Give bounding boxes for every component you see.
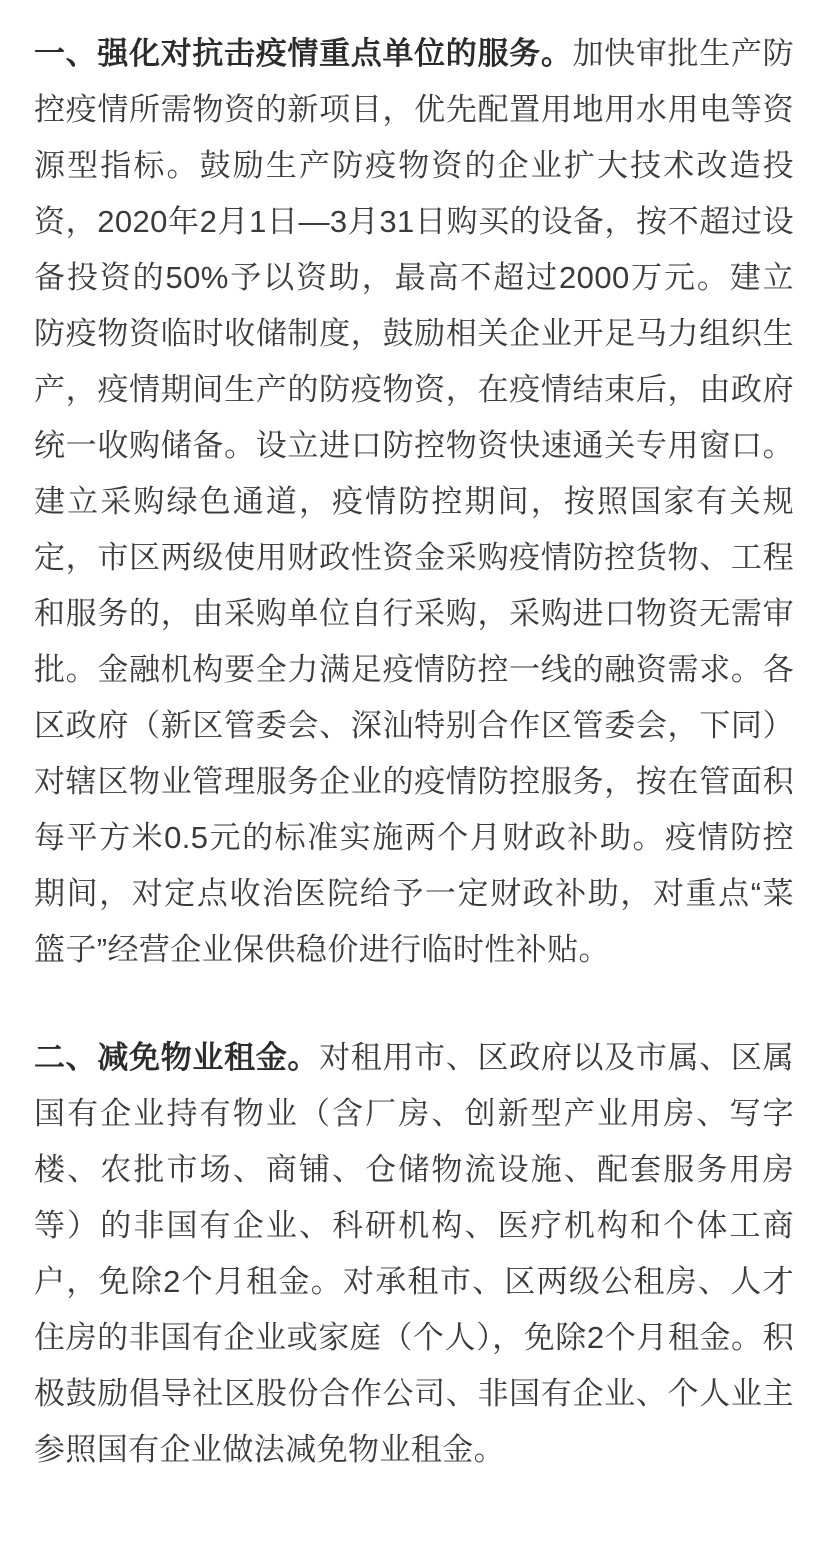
section-1-heading: 一、强化对抗击疫情重点单位的服务。 — [34, 36, 573, 71]
section-2-heading: 二、减免物业租金。 — [34, 1040, 320, 1075]
section-1-body: 加快审批生产防控疫情所需物资的新项目，优先配置用地用水用电等资源型指标。鼓励生产防疫物资的企业扩大技术改造投资，2020年2月1日—3月31日购买的设备，按不超过设备投资的50%予以资助，最高不超过2000万元。建立防疫物资临时收储制度，鼓励相关企业开足马力组织生产，疫情期间生产的防疫物资，在疫情结束后，由政府统一收购储备。设立进口防控物资快速通关专用窗口。建立采购绿色通道，疫情防控期间，按照国家有关规定，市区两级使用财政性资金采购疫情防控货物、工程和服务的，由采购单位自行采购，采购进口物资无需审批。金融机构要全力满足疫情防控一线的融资需求。各区政府（新区管委会、深汕特别合作区管委会，下同）对辖区物业管理服务企业的疫情防控服务，按在管面积每平方米0.5元的标准实施两个月财政补助。疫情防控期间，对定点收治医院给予一定财政补助，对重点“菜篮子”经营企业保供稳价进行临时性补贴。 — [34, 36, 794, 967]
section-2-body: 对租用市、区政府以及市属、区属国有企业持有物业（含厂房、创新型产业用房、写字楼、农批市场、商铺、仓储物流设施、配套服务用房等）的非国有企业、科研机构、医疗机构和个体工商户，免除2个月租金。对承租市、区两级公租房、人才住房的非国有企业或家庭（个人），免除2个月租金。积极鼓励倡导社区股份合作公司、非国有企业、个人业主参照国有企业做法减免物业租金。 — [34, 1040, 794, 1467]
policy-section-2 — [34, 1030, 794, 1478]
policy-section-1 — [34, 26, 794, 978]
